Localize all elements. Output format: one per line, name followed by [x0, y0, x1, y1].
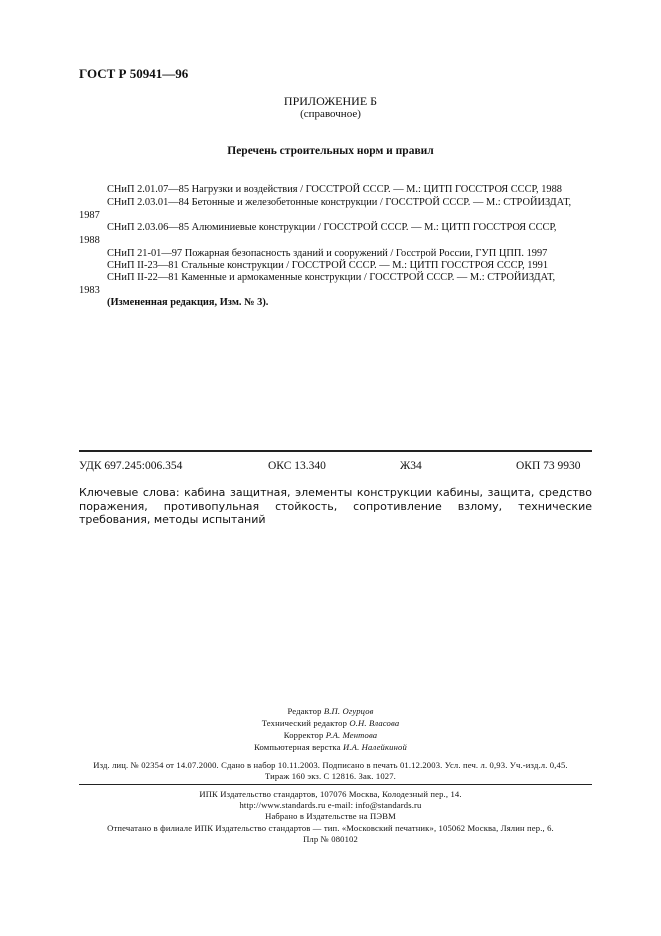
layout-line: Компьютерная верстка И.А. Налейкиной	[254, 742, 407, 752]
web-contacts-line: http://www.standards.ru e-mail: info@standards.ru	[239, 800, 422, 810]
typeset-line: Набрано в Издательстве на ПЭВМ	[265, 811, 396, 821]
appendix-title: ПРИЛОЖЕНИЕ Б	[283, 94, 378, 108]
appendix-subtitle: (справочное)	[300, 108, 361, 120]
keywords-paragraph: Ключевые слова: кабина защитная, элементы конструкции кабины, защита, средство поражения, противопульная стойкость, сопротивление взлому, технические требования, методы испытаний	[79, 486, 592, 526]
editor-line: Редактор В.П. Огурцов	[287, 706, 374, 716]
group-code: Ж34	[400, 460, 422, 472]
okp-code: ОКП 73 9930	[516, 460, 581, 472]
reference-item: СНиП II-23—81 Стальные конструкции / ГОССТРОЙ СССР. — М.: ЦИТП ГОССТРОЯ СССР, 1991	[107, 260, 549, 271]
reference-item-continuation: 1987	[79, 210, 100, 221]
reference-item: СНиП II-22—81 Каменные и армокаменные конструкции / ГОССТРОЙ СССР. — М.: СТРОЙИЗДАТ,	[107, 272, 556, 283]
standard-number: ГОСТ Р 50941—96	[79, 66, 189, 81]
license-line: Изд. лиц. № 02354 от 14.07.2000. Сдано в набор 10.11.2003. Подписано в печать 01.12.2003. Усл. печ. л. 0,93. Уч.-изд.л. 0,45.	[93, 760, 568, 770]
reference-item: СНиП 21-01—97 Пожарная безопасность зданий и сооружений / Госстрой России, ГУП ЦПП. 1997	[107, 248, 548, 259]
reference-item: СНиП 2.03.06—85 Алюминиевые конструкции / ГОССТРОЙ СССР. — М.: ЦИТП ГОССТРОЯ СССР,	[107, 222, 557, 233]
udk-code: УДК 697.245:006.354	[79, 460, 183, 472]
references-heading: Перечень строительных норм и правил	[227, 145, 434, 157]
proofreader-line: Корректор Р.А. Ментова	[283, 730, 378, 740]
plr-line: Плр № 080102	[303, 834, 358, 844]
reference-item: СНиП 2.01.07—85 Нагрузки и воздействия / ГОССТРОЙ СССР. — М.: ЦИТП ГОССТРОЯ СССР, 1988	[107, 184, 562, 195]
tech-editor-line: Технический редактор О.Н. Власова	[261, 718, 400, 728]
circulation-line: Тираж 160 экз. С 12816. Зак. 1027.	[264, 771, 396, 781]
imprint-rule	[79, 784, 592, 785]
amendment-note: (Измененная редакция, Изм. № 3).	[107, 297, 269, 308]
classification-rule	[79, 450, 592, 452]
reference-item-continuation: 1988	[79, 235, 100, 246]
oks-code: ОКС 13.340	[268, 460, 326, 472]
reference-item: СНиП 2.03.01—84 Бетонные и железобетонные конструкции / ГОССТРОЙ СССР. — М.: СТРОЙИЗДАТ,	[107, 197, 572, 208]
reference-item-continuation: 1983	[79, 285, 100, 296]
printed-line: Отпечатано в филиале ИПК Издательство стандартов — тип. «Московский печатник», 105062 Москва, Лялин пер., 6.	[107, 823, 554, 833]
publisher-line: ИПК Издательство стандартов, 107076 Москва, Колодезный пер., 14.	[199, 789, 462, 799]
